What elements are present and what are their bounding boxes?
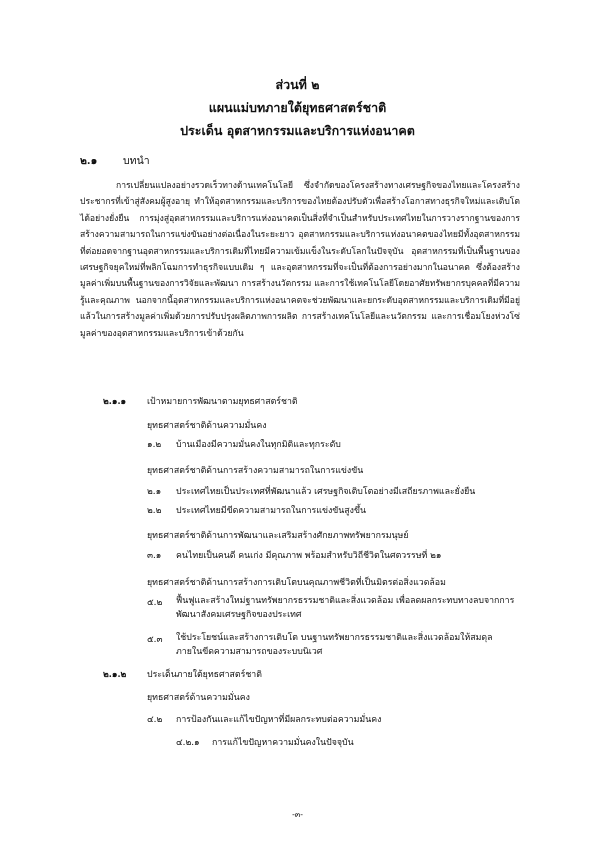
sub-issue-text: การแก้ไขปัญหาความมั่นคงในปัจจุบัน bbox=[212, 738, 354, 748]
strategy-heading: ยุทธศาสตร์ชาติด้านการพัฒนาและเสริมสร้างศักยภาพทรัพยากรมนุษย์ bbox=[147, 531, 409, 541]
strategy-heading: ยุทธศาสตร์ด้านความมั่นคง bbox=[147, 693, 250, 703]
goal-text: ใช้ประโยชน์และสร้างการเติบโต บนฐานทรัพยากรธรรมชาติและสิ่งแวดล้อมให้สมดุลภายในขีดความสามารถของระบบนิเวศ bbox=[176, 633, 493, 657]
section-name: บทนำ bbox=[123, 155, 150, 167]
goal-text: ฟื้นฟูและสร้างใหม่ฐานทรัพยากรธรรมชาติและสิ่งแวดล้อม เพื่อลดผลกระทบทางลบจากการพัฒนาสังคมเศรษฐกิจของประเทศ bbox=[176, 596, 515, 620]
strategy-heading: ยุทธศาสตร์ชาติด้านการสร้างการเติบโตบนคุณภาพชีวิตที่เป็นมิตรต่อสิ่งแวดล้อม bbox=[147, 578, 446, 588]
plan-title: แผนแม่บทภายใต้ยุทธศาสตร์ชาติ bbox=[208, 100, 387, 115]
section-number: ๒.๑ bbox=[80, 155, 98, 167]
issue-number: ๔.๒ bbox=[147, 715, 163, 725]
issue-text: การป้องกันและแก้ไขปัญหาที่มีผลกระทบต่อความมั่นคง bbox=[176, 715, 382, 725]
strategy-heading: ยุทธศาสตร์ชาติด้านความมั่นคง bbox=[147, 421, 267, 431]
subsection-number: ๒.๑.๒ bbox=[103, 670, 127, 680]
sub-issue-number: ๔.๒.๑ bbox=[176, 738, 200, 748]
goal-text: บ้านเมืองมีความมั่นคงในทุกมิติและทุกระดับ bbox=[176, 440, 341, 450]
goal-number: ๓.๑ bbox=[147, 551, 162, 561]
goal-text: ประเทศไทยเป็นประเทศที่พัฒนาแล้ว เศรษฐกิจเติบโตอย่างมีเสถียรภาพและยั่งยืน bbox=[176, 487, 476, 497]
goal-number: ๕.๒ bbox=[147, 598, 163, 608]
goal-number: ๕.๓ bbox=[147, 635, 163, 645]
page-number: -๓- bbox=[292, 810, 303, 819]
subsection-title: ประเด็นภายใต้ยุทธศาสตร์ชาติ bbox=[147, 670, 262, 680]
strategy-heading: ยุทธศาสตร์ชาติด้านการสร้างความสามารถในการแข่งขัน bbox=[147, 466, 364, 476]
issue-title: ประเด็น อุตสาหกรรมและบริการแห่งอนาคต bbox=[180, 123, 415, 138]
subsection-number: ๒.๑.๑ bbox=[103, 397, 127, 407]
subsection-title: เป้าหมายการพัฒนาตามยุทธศาสตร์ชาติ bbox=[147, 397, 298, 407]
goal-number: ๒.๑ bbox=[147, 487, 162, 497]
goal-text: ประเทศไทยมีขีดความสามารถในการแข่งขันสูงขึ้น bbox=[176, 506, 366, 516]
intro-paragraph: การเปลี่ยนแปลงอย่างรวดเร็วทางด้านเทคโนโลยี ซึ่งจำกัดของโครงสร้างทางเศรษฐกิจของไทยและโครงสร้างประชากรที่เข้าสู่สังคมผู้สูงอายุ ทำให้อุตสาหกรรมและบริการของไทยต้องปรับตัวเพื่อสร้างโอกาสทางธุรกิจใหม่และเติบโตได้อย่างยั่งยืน การมุ่งสู่อุตสาหกรรมและบริการแห่งอนาคตเป็นสิ่งที่จำเป็นสำหรับประเทศไทยในการวางรากฐานของการสร้างความสามารถในการแข่งขันอย่างต่อเนื่องในระยะยาว อุตสาหกรรมและบริการแห่งอนาคตของไทยมีทั้งอุตสาหกรรมที่ต่อยอดจากฐานอุตสาหกรรมและบริการเดิมที่ไทยมีความเข้มแข็งในระดับโลกในปัจจุบัน อุตสาหกรรมที่เป็นพื้นฐานของเศรษฐกิจยุคใหม่ที่พลิกโฉมการทำธุรกิจแบบเดิม ๆ และอุตสาหกรรมที่จะเป็นที่ต้องการอย่างมากในอนาคต ซึ่งต้องสร้างมูลค่าเพิ่มบนพื้นฐานของการวิจัยและพัฒนา การสร้างนวัตกรรม และการใช้เทคโนโลยีโดยอาศัยทรัพยากรบุคคลที่มีความรู้และคุณภาพ นอกจากนี้อุตสาหกรรมและบริการแห่งอนาคตจะช่วยพัฒนาและยกระดับอุตสาหกรรมและบริการเดิมที่มีอยู่แล้วในการสร้างมูลค่าเพิ่มด้วยการปรับปรุงผลิตภาพการผลิต การสร้างเทคโนโลยีและนวัตกรรม และการเชื่อมโยงห่วงโซ่มูลค่าของอุตสาหกรรมและบริการเข้าด้วยกัน bbox=[80, 181, 520, 339]
part-title: ส่วนที่ ๒ bbox=[275, 77, 320, 92]
goal-number: ๑.๒ bbox=[147, 440, 162, 450]
goal-text: คนไทยเป็นคนดี คนเก่ง มีคุณภาพ พร้อมสำหรับวิถีชีวิตในศตวรรษที่ ๒๑ bbox=[176, 551, 442, 561]
goal-number: ๒.๒ bbox=[147, 506, 162, 516]
